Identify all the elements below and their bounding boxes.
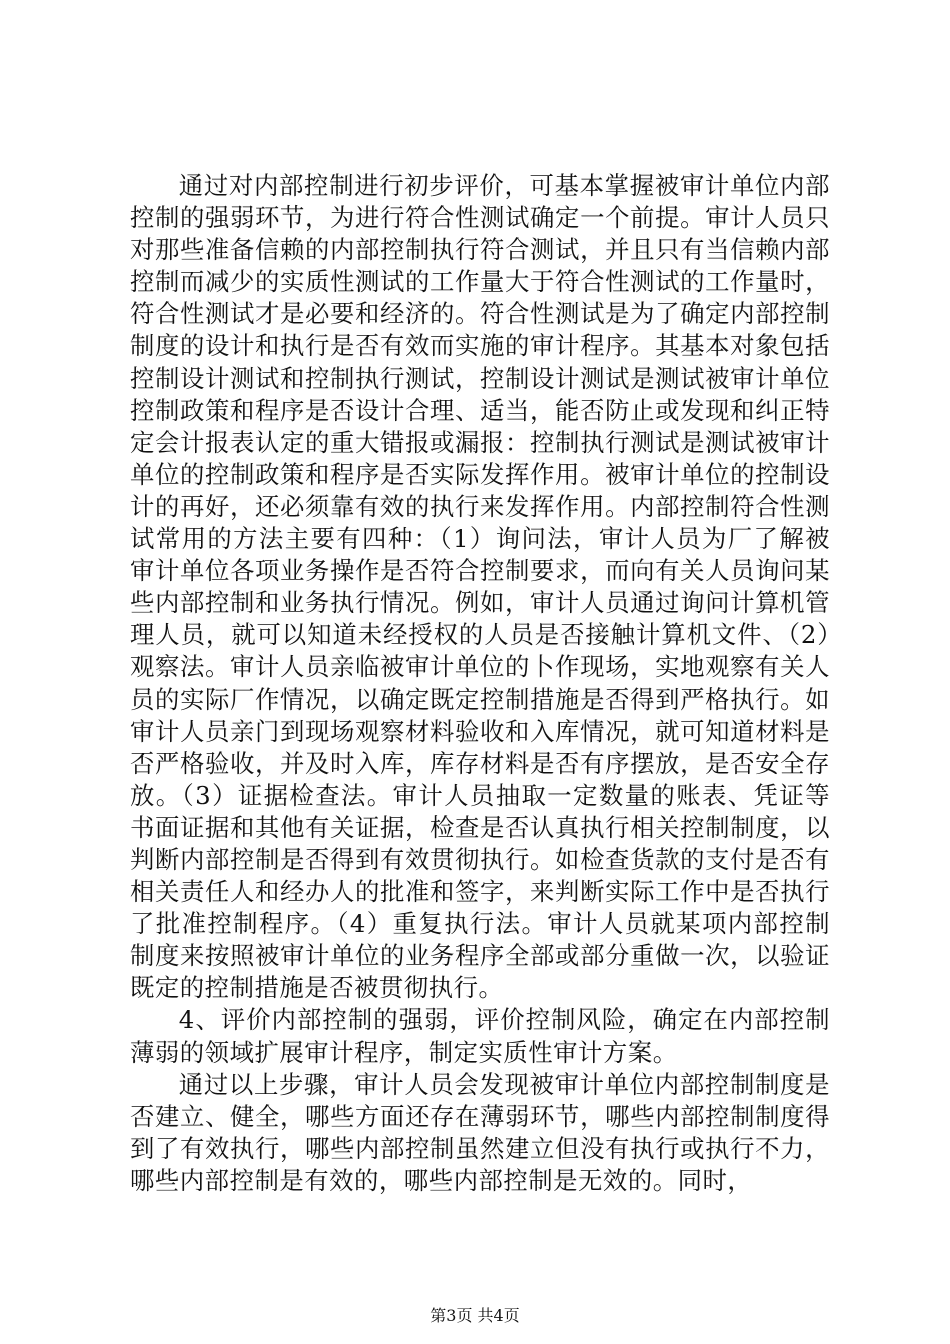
page-footer: 第3页 共4页 (430, 1306, 520, 1325)
body-paragraph: 通过对内部控制进行初步评价，可基本掌握被审计单位内部控制的强弱环节，为进行符合性测试确定一个前提。审计人员只对那些准备信赖的内部控制执行符合测试，并且只有当信赖内部控制而减少的实质性测试的工作量大于符合性测试的工作量时，符合性测试才是必要和经济的。符合性测试是为了确定内部控制制度的设计和执行是否有效而实施的审计程序。其基本对象包括控制设计测试和控制执行测试，控制设计测试是测试被审计单位控制政策和程序是否设计合理、适当，能否防止或发现和纠正特定会计报表认定的重大错报或漏报：控制执行测试是测试被审计单位的控制政策和程序是否实际发挥作用。被审计单位的控制设计的再好，还必须靠有效的执行来发挥作用。内部控制符合性测试常用的方法主要有四种：（1）询问法，审计人员为厂了解被审计单位各项业务操作是否符合控制要求，而向有关人员询问某些内部控制和业务执行情况。例如，审计人员通过询问计算机管理人员，就可以知道未经授权的人员是否接触计算机文件、（2）观察法。审计人员亲临被审计单位的卜作现场，实地观察有关人员的实际厂作情况，以确定既定控制措施是否得到严格执行。如审计人员亲门到现场观察材料验收和入库情况，就可知道材料是否严格验收，并及时入库，库存材料是否有序摆放，是否安全存放。（3）证据检查法。审计人员抽取一定数量的账表、凭证等书面证据和其他有关证据，检查是否认真执行相关控制制度，以判断内部控制是否得到有效贯彻执行。如检查货款的支付是否有相关责任人和经办人的批准和签字，来判断实际工作中是否执行了批准控制程序。（4）重复执行法。审计人员就某项内部控制制度来按照被审计单位的业务程序全部或部分重做一次，以验证既定的控制措施是否被贯彻执行。 (130, 171, 830, 1003)
document-body (130, 170, 830, 1197)
body-paragraph: 4、评价内部控制的强弱，评价控制风险，确定在内部控制薄弱的领域扩展审计程序，制定实质性审计方案。 (130, 1005, 830, 1067)
body-paragraph: 通过以上步骤，审计人员会发现被审计单位内部控制制度是否建立、健全，哪些方面还存在薄弱环节，哪些内部控制制度得到了有效执行，哪些内部控制虽然建立但没有执行或执行不力，哪些内部控制是有效的，哪些内部控制是无效的。同时， (130, 1069, 830, 1195)
